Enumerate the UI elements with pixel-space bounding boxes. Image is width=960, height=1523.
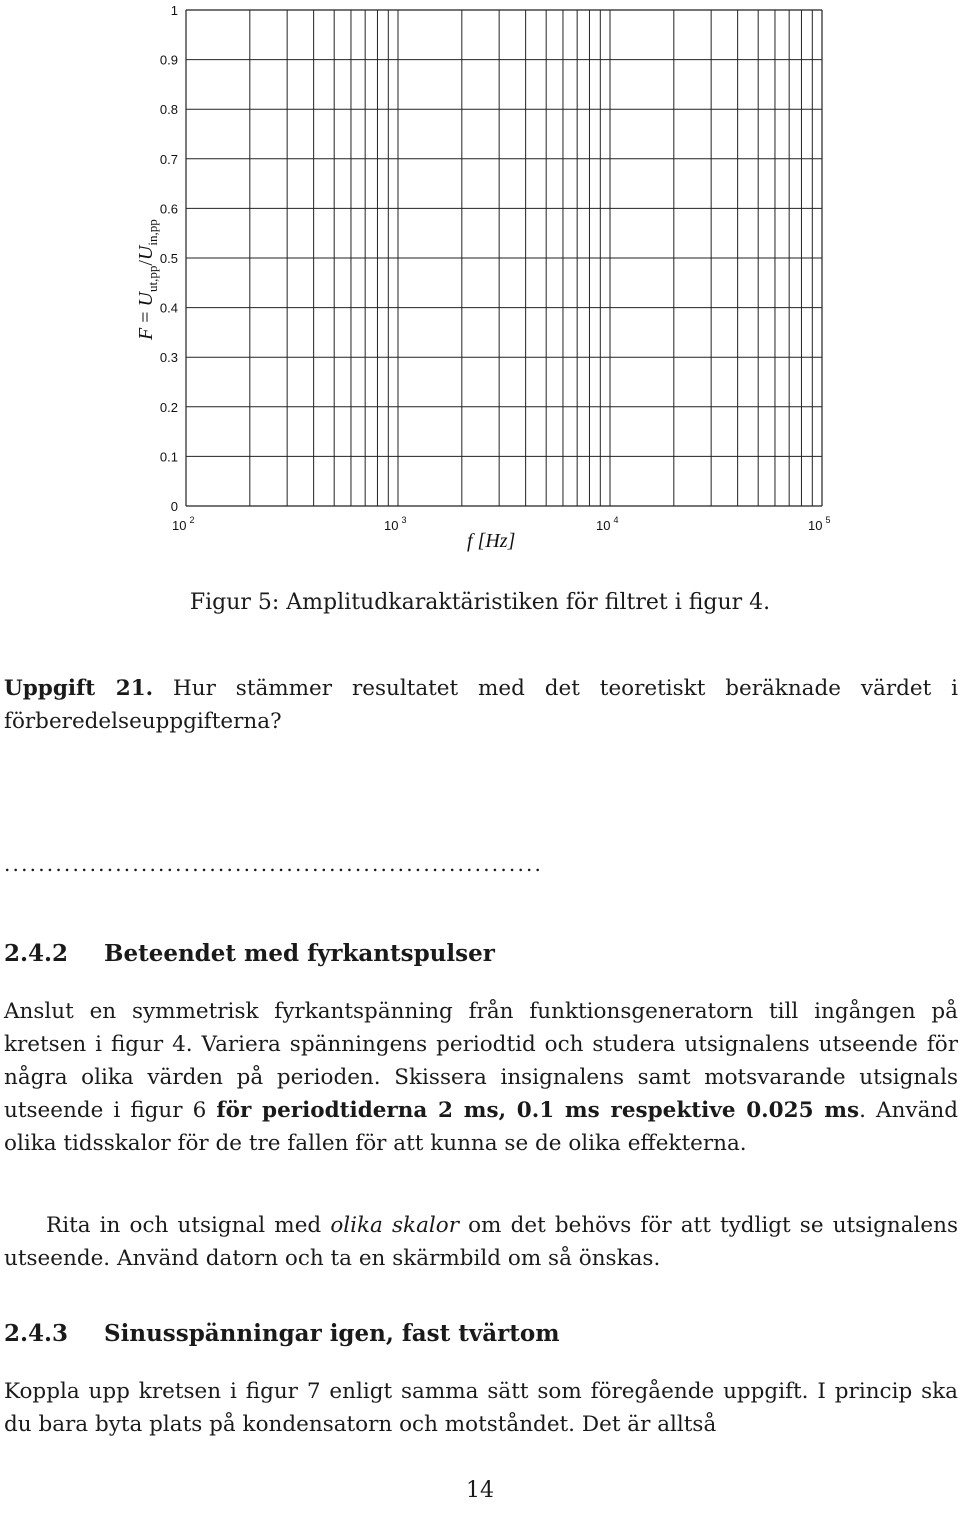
section-heading-242	[4, 940, 495, 967]
y-axis-label: $F = U_{ut,pp}/U_{in,pp}$	[135, 219, 160, 340]
section-title-243: Sinusspänningar igen, fast tvärtom	[104, 1320, 560, 1347]
x-tick-label: 10 $^2$	[172, 515, 195, 533]
section-heading-243	[4, 1320, 560, 1347]
p3-text: Koppla upp kretsen i figur 7 enligt samma sätt som föregående uppgift. I princip ska du bara byta plats på kondensatorn och motståndet. Det är alltså	[4, 1379, 958, 1437]
y-tick-label: 0.6	[159, 201, 178, 217]
section-number-242: 2.4.2	[4, 940, 69, 967]
uppgift-21	[4, 672, 958, 738]
x-axis-label-text: f [Hz]	[467, 530, 516, 552]
y-tick-label: 0.5	[159, 251, 178, 266]
x-axis-label	[467, 530, 515, 552]
x-tick-label: 10 $^3$	[384, 515, 407, 533]
uppgift-text: Hur stämmer resultatet med det teoretiskt beräknade värdet i förberedelseuppgifterna?	[4, 676, 958, 734]
y-tick-label: 0.8	[159, 102, 178, 118]
y-tick-label: 0.3	[159, 350, 178, 366]
p2-part-a: Rita in och utsignal med	[46, 1213, 331, 1238]
amplitude-chart	[0, 0, 960, 560]
answer-line: ...............................................................	[4, 852, 544, 876]
y-tick-label: 0.7	[159, 151, 178, 167]
figure-caption: Figur 5: Amplitudkaraktäristiken för filtret i figur 4.	[189, 590, 771, 615]
y-tick-label: 0.4	[159, 300, 178, 316]
y-tick-label: 0.2	[159, 399, 178, 415]
section-242-paragraph-1	[4, 995, 958, 1160]
x-tick-label: 10 $^5$	[808, 515, 831, 533]
section-242-paragraph-2	[4, 1209, 958, 1275]
chart-grid	[186, 10, 822, 506]
page-number: 14	[466, 1478, 494, 1503]
p1-part-a: Anslut en symmetrisk fyrkantspänning från funktionsgeneratorn till ingången på kretsen i figur 4. Variera spänningens periodtid och studera utsignalens utseende för några olika värden på perioden. Skissera insignalens samt motsvarande utsignals utseende i figur 6	[4, 999, 958, 1123]
section-title-242: Beteendet med fyrkantspulser	[104, 940, 495, 967]
p1-part-b: . Använd olika tidsskalor för de tre fallen för att kunna se de olika effekterna.	[4, 1098, 958, 1156]
y-tick-labels	[160, 3, 178, 514]
y-tick-label: 0.9	[159, 52, 178, 68]
section-243-paragraph-1	[4, 1375, 958, 1441]
p2-italic: olika skalor	[330, 1213, 459, 1238]
y-tick-label: 0.1	[159, 449, 178, 465]
section-number-243: 2.4.3	[4, 1320, 69, 1347]
y-tick-label: 0	[170, 499, 178, 514]
p2-part-b: om det behövs för att tydligt se utsignalens utseende. Använd datorn och ta en skärmbild om så önskas.	[4, 1213, 959, 1271]
p1-bold: för periodtiderna 2 ms, 0.1 ms respektive 0.025 ms	[216, 1098, 860, 1123]
x-tick-label: 10 $^4$	[596, 515, 619, 533]
uppgift-label: Uppgift 21.	[4, 676, 154, 701]
y-tick-label: 1	[170, 3, 178, 18]
